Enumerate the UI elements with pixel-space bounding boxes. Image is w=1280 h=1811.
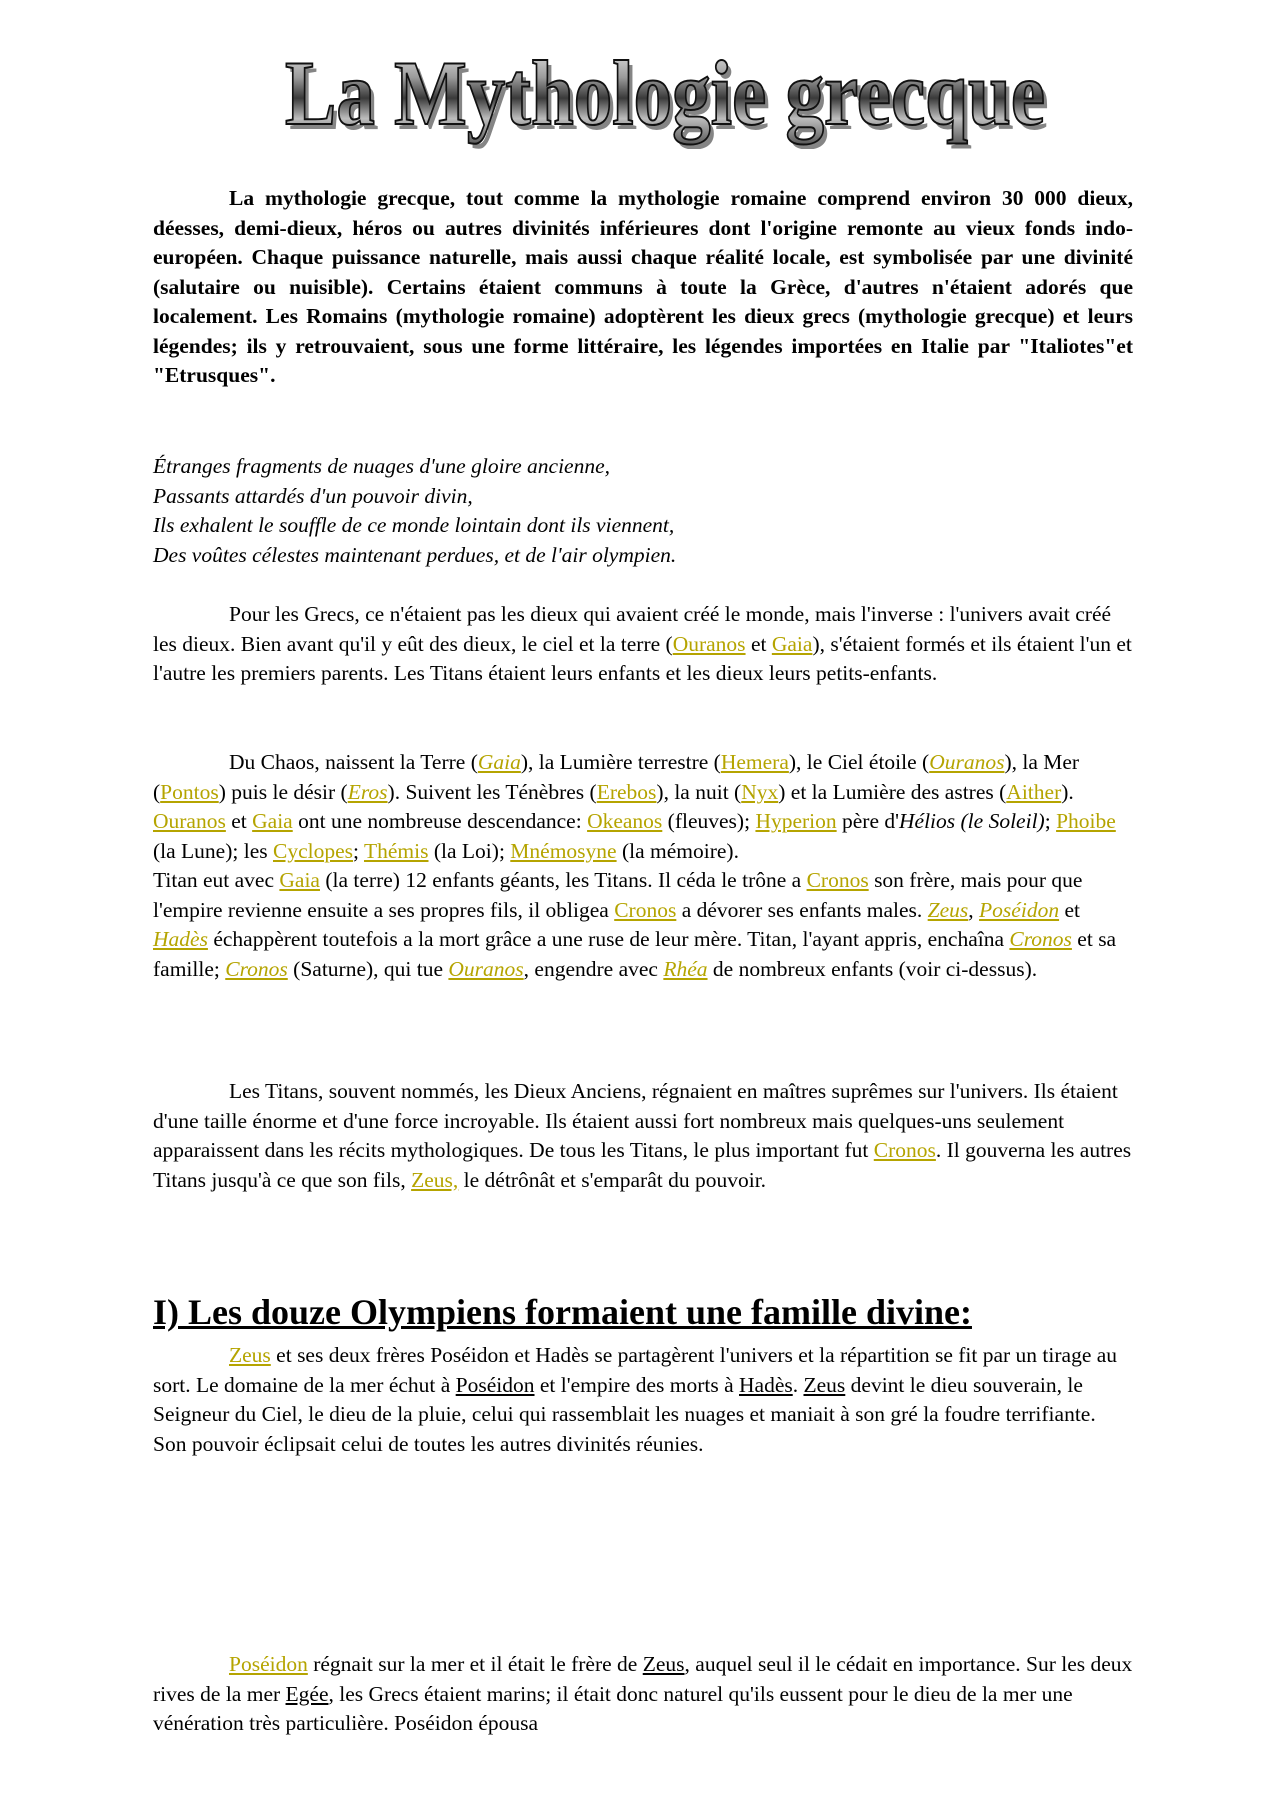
poem	[153, 452, 1133, 570]
link-poseidon[interactable]: Poséidon	[979, 897, 1060, 922]
link-cronos[interactable]: Cronos	[806, 868, 869, 892]
title-shadow: La Mythologie grecque	[289, 47, 1049, 149]
helios-text: Hélios (le Soleil)	[899, 809, 1045, 833]
link-cronos[interactable]: Cronos	[614, 897, 677, 922]
paragraph-poseidon: Poséidon régnait sur la mer et il était le frère de Zeus, auquel seul il le cédait en importance. Sur les deux rives de la mer Egée, les Grecs étaient marins; il était donc naturel qu'ils eussent pour le dieu de la mer une vénération très particulière. Poséidon épousa	[153, 1652, 1133, 1735]
link-themis[interactable]: Thémis	[364, 838, 429, 863]
paragraph-zeus: Zeus et ses deux frères Poséidon et Hadès se partagèrent l'univers et la répartition se fit par un tirage au sort. Le domaine de la mer échut à Poséidon et l'empire des morts à Hadès. Zeus devint le dieu souverain, le Seigneur du Ciel, le dieu de la pluie, celui qui rassemblait les nuages et maniait à son gré la foudre terrifiante. Son pouvoir éclipsait celui de toutes les autres divinités réunies.	[153, 1343, 1118, 1456]
title-wordart	[270, 38, 1060, 156]
link-nyx[interactable]: Nyx	[741, 779, 779, 804]
link-cyclopes[interactable]: Cyclopes	[273, 838, 354, 863]
link-zeus[interactable]: Zeus	[229, 1343, 271, 1367]
poem-line: Des voûtes célestes maintenant perdues, et de l'air olympien.	[153, 542, 677, 567]
link-hades[interactable]: Hadès	[739, 1372, 793, 1397]
link-hades[interactable]: Hadès	[153, 927, 208, 951]
link-hemera[interactable]: Hemera	[720, 750, 789, 774]
link-ouranos[interactable]: Ouranos	[672, 631, 746, 656]
link-gaia[interactable]: Gaia	[252, 809, 293, 833]
link-egee[interactable]: Egée	[285, 1681, 329, 1706]
poem-line: Étranges fragments de nuages d'une gloire ancienne,	[153, 454, 611, 478]
link-ouranos[interactable]: Ouranos	[448, 956, 524, 981]
link-erebos[interactable]: Erebos	[596, 779, 657, 804]
section-heading: I) Les douze Olympiens formaient une famille divine:	[153, 1292, 972, 1333]
link-eros[interactable]: Eros	[347, 779, 388, 804]
link-phoibe[interactable]: Phoibe	[1056, 809, 1116, 833]
link-zeus[interactable]: Zeus,	[411, 1167, 459, 1192]
link-cronos[interactable]: Cronos	[873, 1138, 936, 1162]
link-hyperion[interactable]: Hyperion	[755, 809, 837, 833]
link-poseidon[interactable]: Poséidon	[455, 1372, 535, 1397]
link-gaia[interactable]: Gaia	[771, 631, 813, 656]
poem-line: Ils exhalent le souffle de ce monde lointain dont ils viennent,	[153, 513, 675, 537]
link-gaia[interactable]: Gaia	[477, 750, 521, 774]
link-mnemosyne[interactable]: Mnémosyne	[510, 838, 617, 863]
page-title	[270, 38, 1060, 156]
link-zeus[interactable]: Zeus	[803, 1372, 846, 1397]
intro-paragraph: La mythologie grecque, tout comme la mythologie romaine comprend environ 30 000 dieux, déesses, demi-dieux, héros ou autres divinités inférieures dont l'origine remonte au vieux fonds indo-européen. Chaque puissance naturelle, mais aussi chaque réalité locale, est symbolisée par une divinité (salutaire ou nuisible). Certains étaient communs à toute la Grèce, d'autres n'étaient adorés que localement. Les Romains (mythologie romaine) adoptèrent les dieux grecs (mythologie grecque) et leurs légendes; ils y retrouvaient, sous une forme littéraire, les légendes importées en Italie par "Italiotes"et "Etrusques".	[153, 186, 1133, 387]
link-cronos[interactable]: Cronos	[225, 956, 288, 981]
link-pontos[interactable]: Pontos	[160, 779, 219, 804]
link-zeus[interactable]: Zeus	[927, 897, 969, 922]
poem-line: Passants attardés d'un pouvoir divin,	[153, 483, 473, 508]
paragraph-titans: Les Titans, souvent nommés, les Dieux Anciens, régnaient en maîtres suprêmes sur l'univers. Ils étaient d'une taille énorme et d'une force incroyable. Ils étaient aussi fort nombreux mais quelques-uns seulement apparaissent dans les récits mythologiques. De tous les Titans, le plus important fut Cronos. Il gouverna les autres Titans jusqu'à ce que son fils, Zeus, le détrônât et s'emparât du pouvoir.	[153, 1079, 1132, 1192]
link-ouranos[interactable]: Ouranos	[153, 809, 226, 833]
link-ouranos[interactable]: Ouranos	[929, 750, 1005, 774]
link-poseidon[interactable]: Poséidon	[229, 1652, 308, 1676]
link-rhea[interactable]: Rhéa	[663, 956, 708, 981]
link-cronos[interactable]: Cronos	[1009, 927, 1072, 951]
paragraph-origins: Pour les Grecs, ce n'étaient pas les dieux qui avaient créé le monde, mais l'inverse : l'univers avait créé les dieux. Bien avant qu'il y eût des dieux, le ciel et la terre (Ouranos et Gaia), s'étaient formés et ils étaient l'un et l'autre les premiers parents. Les Titans étaient leurs enfants et les dieux leurs petits-enfants.	[153, 602, 1132, 685]
paragraph-chaos: Du Chaos, naissent la Terre (Gaia), la Lumière terrestre (Hemera), le Ciel étoile (Ouranos), la Mer (Pontos) puis le désir (Eros). Suivent les Ténèbres (Erebos), la nuit (Nyx) et la Lumière des astres (Aither). Ouranos et Gaia ont une nombreuse descendance: Okeanos (fleuves); Hyperion père d'Hélios (le Soleil); Phoibe (la Lune); les Cyclopes; Thémis (la Loi); Mnémosyne (la mémoire). Titan eut avec Gaia (la terre) 12 enfants géants, les Titans. Il céda le trône a Cronos son frère, mais pour que l'empire revienne ensuite a ses propres fils, il obligea Cronos a dévorer ses enfants males. Zeus, Poséidon et Hadès échappèrent toutefois a la mort grâce a une ruse de leur mère. Titan, l'ayant appris, enchaîna Cronos et sa famille; Cronos (Saturne), qui tue Ouranos, engendre avec Rhéa de nombreux enfants (voir ci-dessus).	[153, 750, 1117, 981]
link-okeanos[interactable]: Okeanos	[587, 809, 663, 833]
link-aither[interactable]: Aither	[1006, 779, 1062, 804]
link-gaia[interactable]: Gaia	[279, 868, 320, 892]
title-text: La Mythologie grecque	[285, 42, 1045, 144]
link-zeus[interactable]: Zeus	[642, 1652, 685, 1676]
